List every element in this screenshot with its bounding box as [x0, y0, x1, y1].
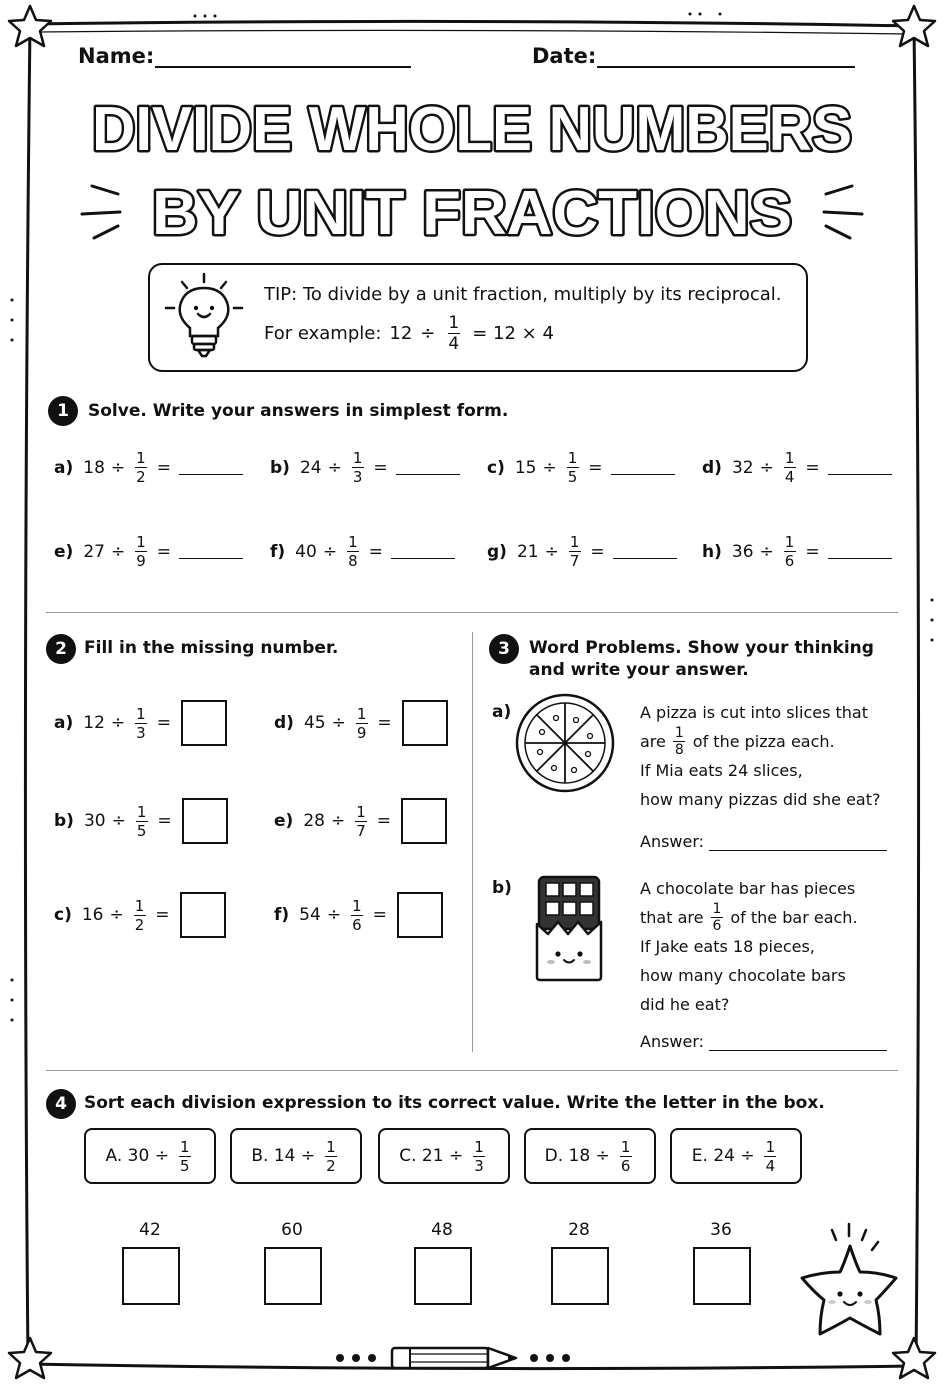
problem-label: f)	[270, 541, 286, 562]
problem-whole: 24	[299, 457, 322, 478]
equals-sign: =	[373, 457, 388, 478]
tip-example-label: For example:	[264, 323, 382, 344]
problem-whole: 40	[295, 541, 317, 562]
sparkle-icon-left	[82, 186, 120, 238]
equals-sign: =	[376, 811, 391, 831]
equals-sign: =	[588, 457, 603, 478]
answer-box[interactable]	[397, 892, 443, 938]
equals-sign: =	[805, 541, 820, 562]
divide-sign: ÷	[110, 713, 126, 733]
fraction: $\frac{1}{2}$	[326, 1137, 336, 1175]
equals-sign: =	[156, 713, 171, 733]
expression-option	[670, 1128, 802, 1184]
divide-sign: ÷	[327, 457, 342, 478]
divide-sign: ÷	[759, 541, 774, 562]
chocolate-bar-icon	[534, 874, 604, 982]
problem-label: h)	[702, 541, 722, 562]
equals-sign: =	[156, 541, 171, 562]
tip-example-whole: 12	[389, 323, 413, 344]
equals-sign: =	[368, 541, 383, 562]
divide-sign: ÷	[759, 457, 774, 478]
name-label: Name:	[78, 44, 155, 68]
fraction: $\frac{1}{2}$	[134, 896, 145, 934]
word-problem-b-answer-label: Answer:	[640, 1032, 705, 1051]
divide-sign: ÷	[330, 811, 346, 831]
missing-number-item	[274, 798, 447, 844]
problem-whole: 16	[81, 905, 104, 925]
answer-box[interactable]	[182, 798, 228, 844]
divide-sign: ÷	[322, 541, 338, 562]
fraction: $\frac{1}{3}$	[474, 1137, 484, 1175]
star-icon-bottom-left	[9, 1338, 51, 1378]
word-problem-b-answer-field[interactable]	[709, 1034, 887, 1051]
fraction: $\frac{1}{6}$	[352, 896, 362, 934]
divide-sign: ÷	[110, 457, 126, 478]
missing-number-item	[54, 798, 228, 844]
expression-option	[84, 1128, 216, 1184]
problem-whole: 15	[514, 457, 537, 478]
pencil-icon	[392, 1348, 516, 1368]
fraction: $\frac{1}{3}$	[136, 704, 146, 742]
answer-box[interactable]	[401, 798, 447, 844]
pizza-icon	[514, 692, 616, 794]
problem-whole: 27	[83, 541, 105, 562]
answer-blank[interactable]	[179, 460, 243, 475]
lightbulb-icon	[160, 270, 250, 362]
tip-text: TIP: To divide by a unit fraction, multiply by its reciprocal.	[264, 284, 782, 305]
missing-number-item	[274, 700, 448, 746]
section-1-heading: Solve. Write your answers in simplest form.	[88, 401, 509, 421]
expression-option	[378, 1128, 510, 1184]
word-problem-a-answer-field[interactable]	[709, 834, 887, 851]
expression-label: C. 21 ÷	[399, 1146, 464, 1166]
missing-number-item	[54, 892, 226, 938]
problem-item	[487, 534, 677, 569]
fraction: $\frac{1}{9}$	[356, 704, 367, 742]
section-4-number: 4	[46, 1089, 76, 1119]
problem-item	[487, 450, 675, 485]
worksheet-title	[0, 88, 944, 258]
divide-sign: ÷	[544, 541, 559, 562]
date-label: Date:	[532, 44, 597, 68]
equals-sign: =	[156, 457, 171, 478]
problem-item	[702, 534, 892, 569]
divider	[46, 1070, 898, 1071]
sparkle-icon-right	[824, 186, 862, 238]
answer-box[interactable]	[181, 700, 227, 746]
problem-item	[270, 534, 455, 569]
value-label: 48	[431, 1220, 453, 1240]
equals-sign: =	[157, 811, 172, 831]
problem-label: e)	[54, 541, 74, 562]
problem-item	[270, 450, 460, 485]
fraction: $\frac{1}{7}$	[356, 802, 366, 840]
problem-label: c)	[487, 457, 505, 478]
equals-sign: =	[372, 905, 387, 925]
tip-example-op: ÷	[420, 323, 436, 344]
answer-blank[interactable]	[828, 544, 892, 559]
value-label: 28	[568, 1220, 590, 1240]
equals-sign: =	[590, 541, 605, 562]
word-problem-a-answer-label: Answer:	[640, 832, 705, 851]
equals-sign: =	[155, 905, 170, 925]
answer-blank[interactable]	[828, 460, 892, 475]
divide-sign: ÷	[110, 541, 126, 562]
problem-whole: 12	[83, 713, 105, 733]
answer-box[interactable]	[402, 700, 448, 746]
divide-sign: ÷	[326, 905, 342, 925]
star-mascot-icon	[796, 1220, 906, 1340]
answer-blank[interactable]	[611, 460, 675, 475]
problem-label: c)	[54, 905, 72, 925]
problem-whole: 36	[731, 541, 754, 562]
fraction: $\frac{1}{4}$	[765, 1137, 776, 1175]
answer-blank[interactable]	[391, 544, 455, 559]
fraction: $\frac{1}{8}$	[348, 533, 358, 570]
date-field[interactable]	[597, 66, 855, 68]
section-4-heading: Sort each division expression to its correct value. Write the letter in the box.	[84, 1093, 825, 1113]
problem-whole: 28	[303, 811, 325, 831]
expression-label: D. 18 ÷	[544, 1146, 610, 1166]
value-label: 42	[139, 1220, 161, 1240]
fraction: $\frac{1}{6}$	[620, 1137, 631, 1175]
problem-label: b)	[270, 457, 290, 478]
fraction: $\frac{1}{4}$	[784, 449, 795, 486]
word-problem-b-label: b)	[492, 878, 512, 898]
expression-label: B. 14 ÷	[251, 1146, 316, 1166]
divide-sign: ÷	[109, 905, 124, 925]
answer-box[interactable]	[180, 892, 226, 938]
problem-whole: 30	[83, 811, 106, 831]
problem-item	[54, 534, 243, 569]
missing-number-item	[274, 892, 443, 938]
answer-blank[interactable]	[179, 544, 243, 559]
section-2-number: 2	[46, 634, 76, 664]
title-line-2: BY UNIT FRACTIONS	[152, 179, 792, 248]
problem-whole: 45	[303, 713, 326, 733]
problem-item	[54, 450, 243, 485]
expression-label: E. 24 ÷	[691, 1146, 755, 1166]
problem-whole: 18	[83, 457, 105, 478]
expression-option	[524, 1128, 656, 1184]
word-problem-b-text: A chocolate bar has pieces that are $\frac{1}{6}$ of the bar each. If Jake eats 18 pieces, how many chocolate bars did he eat?	[640, 879, 858, 1014]
missing-number-item	[54, 700, 227, 746]
section-2-heading: Fill in the missing number.	[84, 638, 339, 658]
problem-label: a)	[54, 457, 74, 478]
letter-answer-box[interactable]	[122, 1247, 180, 1305]
problem-whole: 21	[516, 541, 539, 562]
word-problem-a-label: a)	[492, 702, 512, 722]
name-field[interactable]	[155, 66, 411, 68]
title-line-1: DIVIDE WHOLE NUMBERS	[92, 95, 852, 164]
problem-whole: 32	[731, 457, 754, 478]
divide-sign: ÷	[111, 811, 126, 831]
fraction: $\frac{1}{5}$	[179, 1137, 190, 1175]
star-icon-bottom-right	[893, 1338, 935, 1378]
answer-blank[interactable]	[613, 544, 677, 559]
expression-option	[230, 1128, 362, 1184]
fraction: $\frac{1}{9}$	[136, 533, 146, 570]
column-divider	[472, 632, 473, 1052]
letter-answer-box[interactable]	[414, 1247, 472, 1305]
problem-label: a)	[54, 713, 74, 733]
value-label: 36	[710, 1220, 732, 1240]
answer-blank[interactable]	[396, 460, 460, 475]
fraction: $\frac{1}{7}$	[569, 533, 580, 570]
problem-label: b)	[54, 811, 74, 831]
tip-example-fraction: $\frac{1}{4}$	[448, 313, 460, 354]
section-3-heading-line-2: and write your answer.	[529, 660, 749, 680]
tip-example-rest: = 12 × 4	[472, 323, 554, 344]
divider	[46, 612, 898, 613]
divide-sign: ÷	[331, 713, 346, 733]
fraction: $\frac{1}{2}$	[136, 449, 146, 486]
divide-sign: ÷	[542, 457, 557, 478]
problem-whole: 54	[299, 905, 321, 925]
value-label: 60	[281, 1220, 303, 1240]
problem-label: e)	[274, 811, 294, 831]
fraction: $\frac{1}{5}$	[567, 449, 578, 486]
fraction: $\frac{1}{5}$	[136, 802, 147, 840]
section-3-heading-line-1: Word Problems. Show your thinking	[529, 638, 874, 658]
equals-sign: =	[377, 713, 392, 733]
section-1-number: 1	[48, 396, 78, 426]
fraction: $\frac{1}{3}$	[352, 449, 363, 486]
letter-answer-box[interactable]	[551, 1247, 609, 1305]
problem-label: d)	[274, 713, 294, 733]
fraction: $\frac{1}{6}$	[784, 533, 795, 570]
word-problem-a-text: A pizza is cut into slices that are $\frac{1}{8}$ of the pizza each. If Mia eats 24 slices, how many pizzas did she eat?	[640, 703, 881, 809]
letter-answer-box[interactable]	[693, 1247, 751, 1305]
section-3-number: 3	[489, 634, 519, 664]
equals-sign: =	[805, 457, 820, 478]
problem-label: d)	[702, 457, 722, 478]
letter-answer-box[interactable]	[264, 1247, 322, 1305]
expression-label: A. 30 ÷	[105, 1146, 169, 1166]
problem-item	[702, 450, 892, 485]
tip-example	[264, 314, 554, 353]
problem-label: f)	[274, 905, 290, 925]
problem-label: g)	[487, 541, 507, 562]
